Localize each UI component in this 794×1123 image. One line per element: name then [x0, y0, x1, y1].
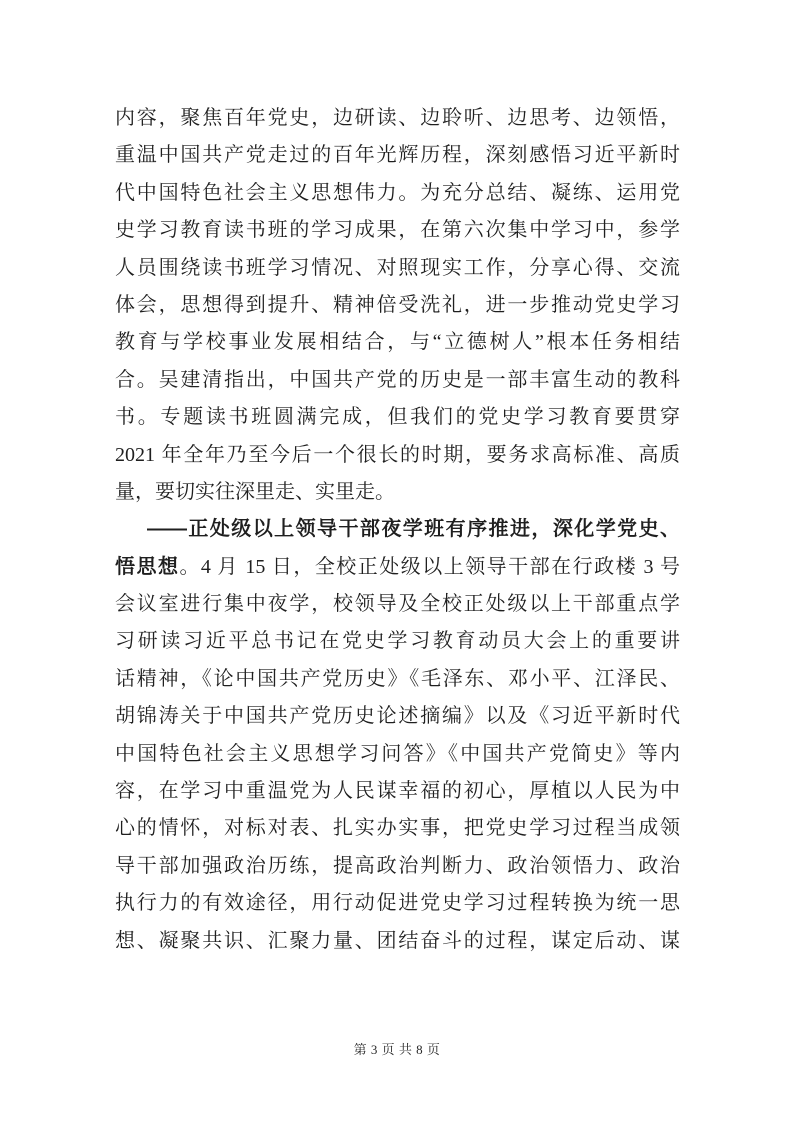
text-line [115, 137, 680, 174]
text-segment: 体会，思想得到提升、精神倍受洗礼，进一步推动党史学习 [115, 293, 680, 316]
text-segment: 内容，聚焦百年党史，边研读、边聆听、边思考、边领悟， [115, 107, 680, 129]
text-segment: 想、凝聚共识、汇聚力量、团结奋斗的过程，谋定后动、谋 [115, 929, 680, 952]
text-line [115, 287, 680, 324]
text-segment: 教育与学校事业发展相结合，与“立德树人”根本任务相结 [115, 331, 680, 354]
text-line [115, 623, 680, 660]
text-line [115, 586, 680, 623]
text-segment: 执行力的有效途径，用行动促进党史学习过程转换为统一思 [115, 892, 680, 915]
text-line [115, 549, 680, 586]
text-line [115, 773, 680, 810]
text-segment: 容，在学习中重温党为人民谋幸福的初心，厚植以人民为中 [115, 780, 680, 803]
text-line [115, 848, 680, 885]
text-line [115, 362, 680, 399]
text-segment: 史学习教育读书班的学习成果，在第六次集中学习中，参学 [115, 219, 680, 242]
text-segment: 代中国特色社会主义思想伟力。为充分总结、凝练、运用党 [115, 181, 680, 204]
text-segment: 。4 月 15 日，全校正处级以上领导干部在行政楼 3 号 [179, 555, 681, 578]
bold-text-segment: 悟思想 [115, 555, 180, 578]
text-segment: 中国特色社会主义思想学习问答》《中国共产党简史》等内 [115, 742, 680, 765]
text-line [115, 437, 680, 474]
document-body [115, 100, 680, 960]
text-line [115, 250, 680, 287]
text-segment: 话精神，《论中国共产党历史》《毛泽东、邓小平、江泽民、 [115, 667, 680, 690]
text-segment: 重温中国共产党走过的百年光辉历程，深刻感悟习近平新时 [115, 144, 680, 167]
text-line [115, 511, 680, 548]
bold-text-segment: ——正处级以上领导干部夜学班有序推进，深化学党史、 [147, 518, 680, 541]
text-line [115, 923, 680, 960]
text-segment: 胡锦涛关于中国共产党历史论述摘编》以及《习近平新时代 [115, 705, 680, 728]
text-line [115, 324, 680, 361]
text-segment: 导干部加强政治历练，提高政治判断力、政治领悟力、政治 [115, 854, 680, 877]
text-line [115, 474, 680, 511]
text-line [115, 399, 680, 436]
text-line [115, 100, 680, 137]
text-line [115, 661, 680, 698]
text-segment: 书。专题读书班圆满完成，但我们的党史学习教育要贯穿 [115, 406, 680, 429]
text-segment: 2021 年全年乃至今后一个很长的时期，要务求高标准、高质 [115, 443, 680, 466]
text-line [115, 810, 680, 847]
text-line [115, 698, 680, 735]
text-line [115, 885, 680, 922]
text-line [115, 175, 680, 212]
page-footer [0, 1039, 794, 1058]
text-segment: 会议室进行集中夜学，校领导及全校正处级以上干部重点学 [115, 593, 680, 616]
text-segment: 人员围绕读书班学习情况、对照现实工作，分享心得、交流 [115, 256, 680, 279]
text-line [115, 212, 680, 249]
text-segment: 合。吴建清指出，中国共产党的历史是一部丰富生动的教科 [115, 368, 680, 391]
text-line [115, 736, 680, 773]
page-number-text: 第 3 页 共 8 页 [353, 1042, 441, 1057]
text-segment: 习研读习近平总书记在党史学习教育动员大会上的重要讲 [115, 630, 680, 653]
text-segment: 量，要切实往深里走、实里走。 [115, 480, 395, 503]
text-segment: 心的情怀，对标对表、扎实办实事，把党史学习过程当成领 [115, 817, 680, 840]
